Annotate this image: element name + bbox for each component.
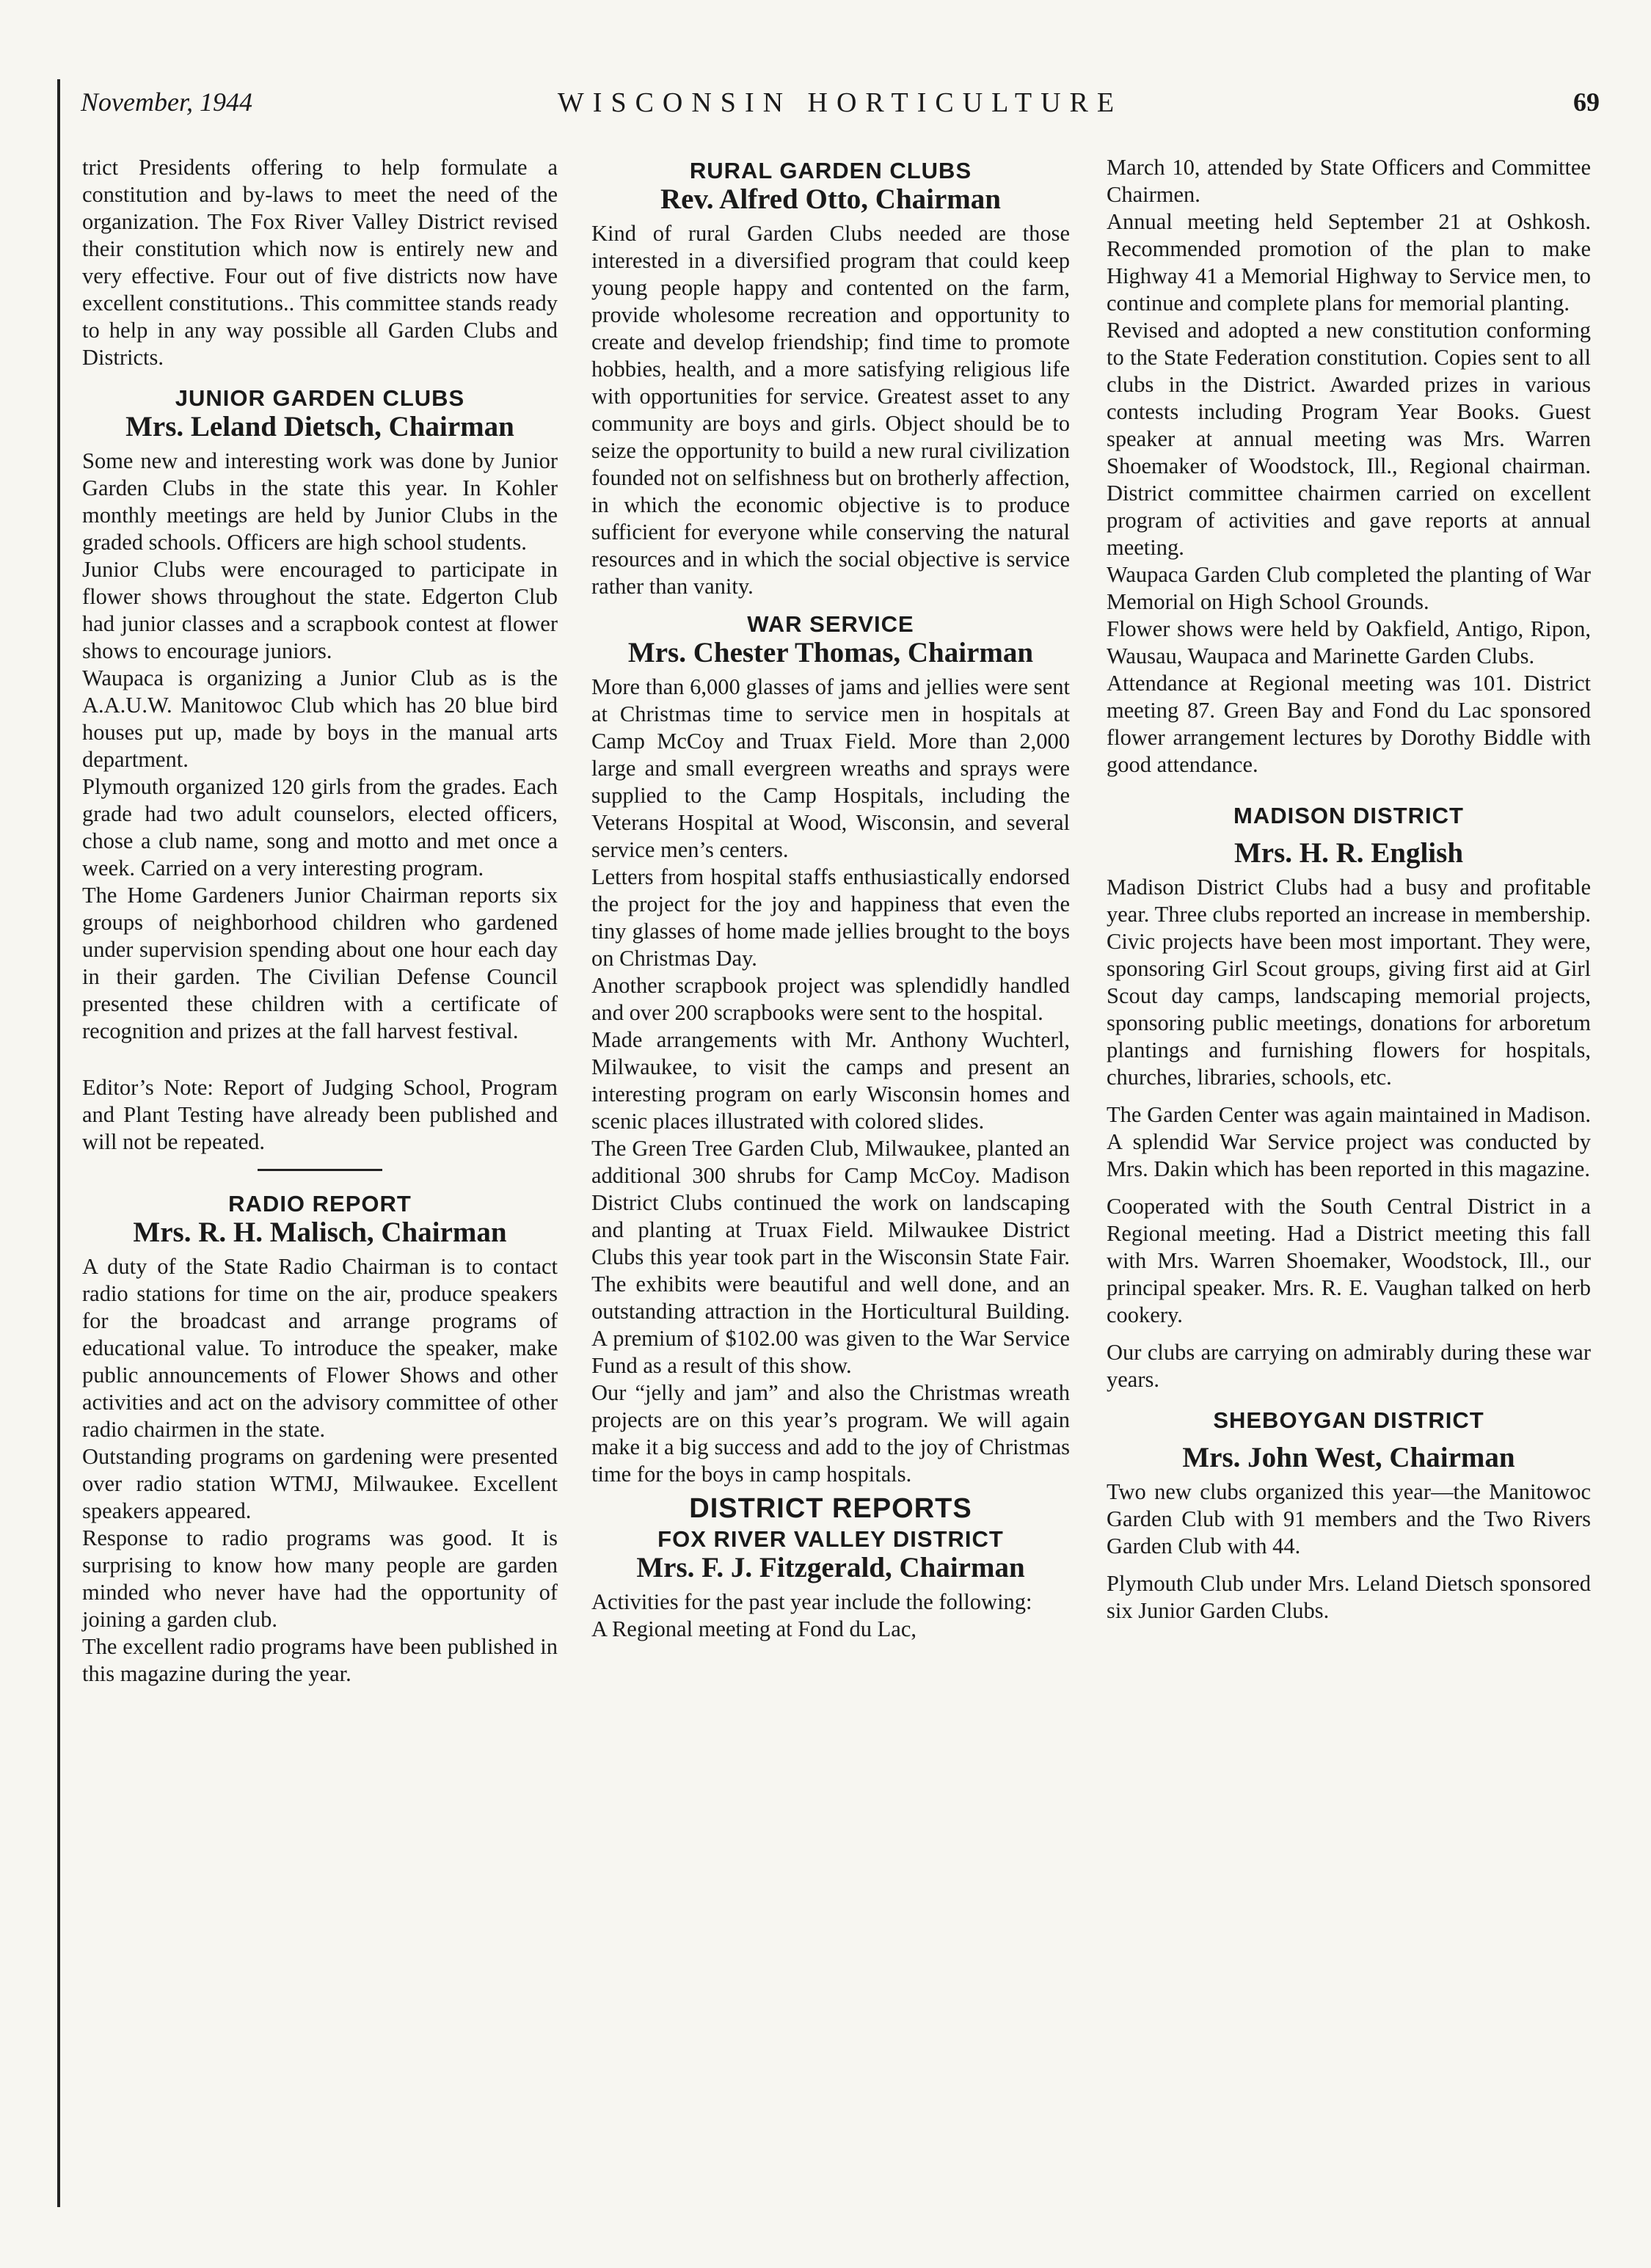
madison-chairman: Mrs. H. R. English xyxy=(1233,837,1464,869)
junior-paragraph-2: Junior Clubs were encouraged to participate in flower shows throughout the state. Edgerton Club had junior classes and a scrapbook contest at flower shows to encourage juniors. xyxy=(82,557,558,663)
fox-paragraph-3: March 10, attended by State Officers and Committee Chairmen. xyxy=(1107,155,1591,207)
sheboygan-chairman: Mrs. John West, Chairman xyxy=(1182,1442,1515,1473)
column-3 xyxy=(1107,154,1591,1625)
fox-paragraph-7: Flower shows were held by Oakfield, Antigo, Ripon, Wausau, Waupaca and Marinette Garden Clubs. xyxy=(1107,616,1591,668)
issue-date: November, 1944 xyxy=(81,87,252,117)
war-paragraph-3: Another scrapbook project was splendidly handled and over 200 scrapbooks were sent to the hospital. xyxy=(591,973,1070,1025)
sheboygan-paragraph-2: Plymouth Club under Mrs. Leland Dietsch sponsored six Junior Garden Clubs. xyxy=(1107,1571,1591,1623)
madison-district-heading: MADISON DISTRICT xyxy=(1233,803,1464,828)
column-1 xyxy=(82,154,558,1688)
junior-paragraph-5: The Home Gardeners Junior Chairman reports six groups of neighborhood children who gardened under supervision spending about one hour each day in their garden. The Civilian Defense Council presented these children with a certificate of recognition and prizes at the fall harvest festival. xyxy=(82,883,558,1043)
junior-garden-clubs-heading: JUNIOR GARDEN CLUBS xyxy=(175,385,465,411)
war-paragraph-1: More than 6,000 glasses of jams and jellies were sent at Christmas time to service men in hospitals at Camp McCoy and Truax Field. More than 2,000 large and small evergreen wreaths and sprays were supplied to the Camp Hospitals, including the Veterans Hospital at Wood, Wisconsin, and several service men’s centers. xyxy=(591,674,1070,862)
page-header xyxy=(81,87,1600,131)
war-service-heading: WAR SERVICE xyxy=(747,611,914,637)
district-reports-heading: DISTRICT REPORTS xyxy=(689,1493,972,1524)
junior-paragraph-3: Waupaca is organizing a Junior Club as is the A.A.U.W. Manitowoc Club which has 20 blue bird houses put up, made by boys in the manual arts department. xyxy=(82,666,558,772)
junior-chairman: Mrs. Leland Dietsch, Chairman xyxy=(125,411,514,442)
section-divider xyxy=(258,1169,382,1171)
radio-paragraph-2: Outstanding programs on gardening were presented over radio station WTMJ, Milwaukee. Excellent speakers appeared. xyxy=(82,1444,558,1523)
war-paragraph-4: Made arrangements with Mr. Anthony Wuchterl, Milwaukee, to visit the camps and present an interesting program on early Wisconsin homes and scenic places illustrated with colored slides. xyxy=(591,1027,1070,1134)
column-2 xyxy=(591,154,1070,1643)
fox-paragraph-5: Revised and adopted a new constitution conforming to the State Federation constitution. Copies sent to all clubs in the District. Awarded prizes in various contests including Program Year Books. Guest speaker at annual meeting was Mrs. Warren Shoemaker of Woodstock, Ill., Regional chairman. District committee chairmen carried on excellent program of activities and gave reports at annual meeting. xyxy=(1107,318,1591,560)
page-number: 69 xyxy=(1573,87,1600,117)
fox-paragraph-4: Annual meeting held September 21 at Oshkosh. Recommended promotion of the plan to make Highway 41 a Memorial Highway to Service men, to continue and complete plans for memorial planting. xyxy=(1107,209,1591,316)
rural-chairman: Rev. Alfred Otto, Chairman xyxy=(660,183,1001,215)
junior-paragraph-1: Some new and interesting work was done by Junior Garden Clubs in the state this year. In Kohler monthly meetings are held by Junior Clubs in the graded schools. Officers are high school students. xyxy=(82,448,558,555)
left-margin-rule xyxy=(57,79,60,2207)
publication-title: WISCONSIN HORTICULTURE xyxy=(557,87,1123,118)
rural-garden-clubs-heading: RURAL GARDEN CLUBS xyxy=(689,158,972,183)
sheboygan-paragraph-1: Two new clubs organized this year—the Manitowoc Garden Club with 91 members and the Two Rivers Garden Club with 44. xyxy=(1107,1479,1591,1558)
sheboygan-district-heading: SHEBOYGAN DISTRICT xyxy=(1213,1407,1484,1433)
rural-paragraph-1: Kind of rural Garden Clubs needed are those interested in a diversified program that could keep young people happy and contented on the farm, provide wholesome recreation and opportunity to create and develop friendship; find time to promote hobbies, health, and a more satisfying religious life with opportunities for service. Greatest asset to any community are boys and girls. Object should be to seize the opportunity to build a new rural civilization founded not on selfishness but on brotherly affection, in which the economic objective is to produce sufficient for everyone while conserving the natural resources and in which the social objective is service rather than vanity. xyxy=(591,221,1070,599)
fox-paragraph-8: Attendance at Regional meeting was 101. District meeting 87. Green Bay and Fond du Lac sponsored flower arrangement lectures by Dorothy Biddle with good attendance. xyxy=(1107,671,1591,777)
editor-note: Editor’s Note: Report of Judging School, Program and Plant Testing have already been published and will not be repeated. xyxy=(82,1075,558,1154)
radio-report-heading: RADIO REPORT xyxy=(228,1191,412,1217)
war-service-chairman: Mrs. Chester Thomas, Chairman xyxy=(627,637,1034,668)
fox-paragraph-2: A Regional meeting at Fond du Lac, xyxy=(591,1616,917,1641)
fox-river-chairman: Mrs. F. J. Fitzgerald, Chairman xyxy=(636,1552,1025,1583)
fox-river-valley-heading: FOX RIVER VALLEY DISTRICT xyxy=(657,1526,1004,1552)
war-paragraph-5: The Green Tree Garden Club, Milwaukee, planted an additional 300 shrubs for Camp McCoy. Madison District Clubs continued the work on landscaping and planting at Truax Field. Milwaukee District Clubs this year took part in the Wisconsin State Fair. The exhibits were beautiful and well done, and an outstanding attraction in the Horticultural Building. A premium of $102.00 was given to the War Service Fund as a result of this show. xyxy=(591,1136,1070,1378)
madison-paragraph-4: Our clubs are carrying on admirably during these war years. xyxy=(1107,1340,1591,1392)
radio-paragraph-4: The excellent radio programs have been published in this magazine during the year. xyxy=(82,1634,558,1686)
madison-paragraph-3: Cooperated with the South Central District in a Regional meeting. Had a District meeting this fall with Mrs. Warren Shoemaker, Woodstock, Ill., our principal speaker. Mrs. R. E. Vaughan talked on herb cookery. xyxy=(1107,1194,1591,1327)
radio-chairman: Mrs. R. H. Malisch, Chairman xyxy=(133,1217,507,1248)
war-paragraph-6: Our “jelly and jam” and also the Christmas wreath projects are on this year’s program. We will again make it a big success and add to the joy of Christmas time for the boys in camp hospitals. xyxy=(591,1380,1070,1487)
fox-paragraph-1: Activities for the past year include the following: xyxy=(591,1589,1032,1614)
junior-paragraph-4: Plymouth organized 120 girls from the grades. Each grade had two adult counselors, elected officers, chose a club name, song and motto and met once a week. Carried on a very interesting program. xyxy=(82,774,558,880)
fox-paragraph-6: Waupaca Garden Club completed the planting of War Memorial on High School Grounds. xyxy=(1107,562,1591,614)
radio-paragraph-3: Response to radio programs was good. It is surprising to know how many people are garden minded who never have had the opportunity of joining a garden club. xyxy=(82,1525,558,1632)
madison-paragraph-1: Madison District Clubs had a busy and profitable year. Three clubs reported an increase in membership. Civic projects have been most important. They were, sponsoring Girl Scout groups, giving first aid at Girl Scout day camps, landscaping memorial projects, sponsoring public meetings, donations for arboretum plantings and furnishing flowers for hospitals, churches, libraries, schools, etc. xyxy=(1107,875,1591,1090)
madison-paragraph-2: The Garden Center was again maintained in Madison. A splendid War Service project was conducted by Mrs. Dakin which has been reported in this magazine. xyxy=(1107,1102,1591,1181)
war-paragraph-2: Letters from hospital staffs enthusiastically endorsed the project for the joy and happiness that even the tiny glasses of home made jellies brought to the boys on Christmas Day. xyxy=(591,864,1070,971)
intro-paragraph: trict Presidents offering to help formulate a constitution and by-laws to meet the need of the organization. The Fox River Valley District revised their constitution which now is entirely new and very effective. Four out of five districts now have excellent constitutions.. This committee stands ready to help in any way possible all Garden Clubs and Districts. xyxy=(82,155,558,370)
radio-paragraph-1: A duty of the State Radio Chairman is to contact radio stations for time on the air, produce speakers for the broadcast and arrange programs of educational value. To introduce the speaker, make public announcements of Flower Shows and other activities and act on the advisory committee of other radio chairmen in the state. xyxy=(82,1254,558,1442)
